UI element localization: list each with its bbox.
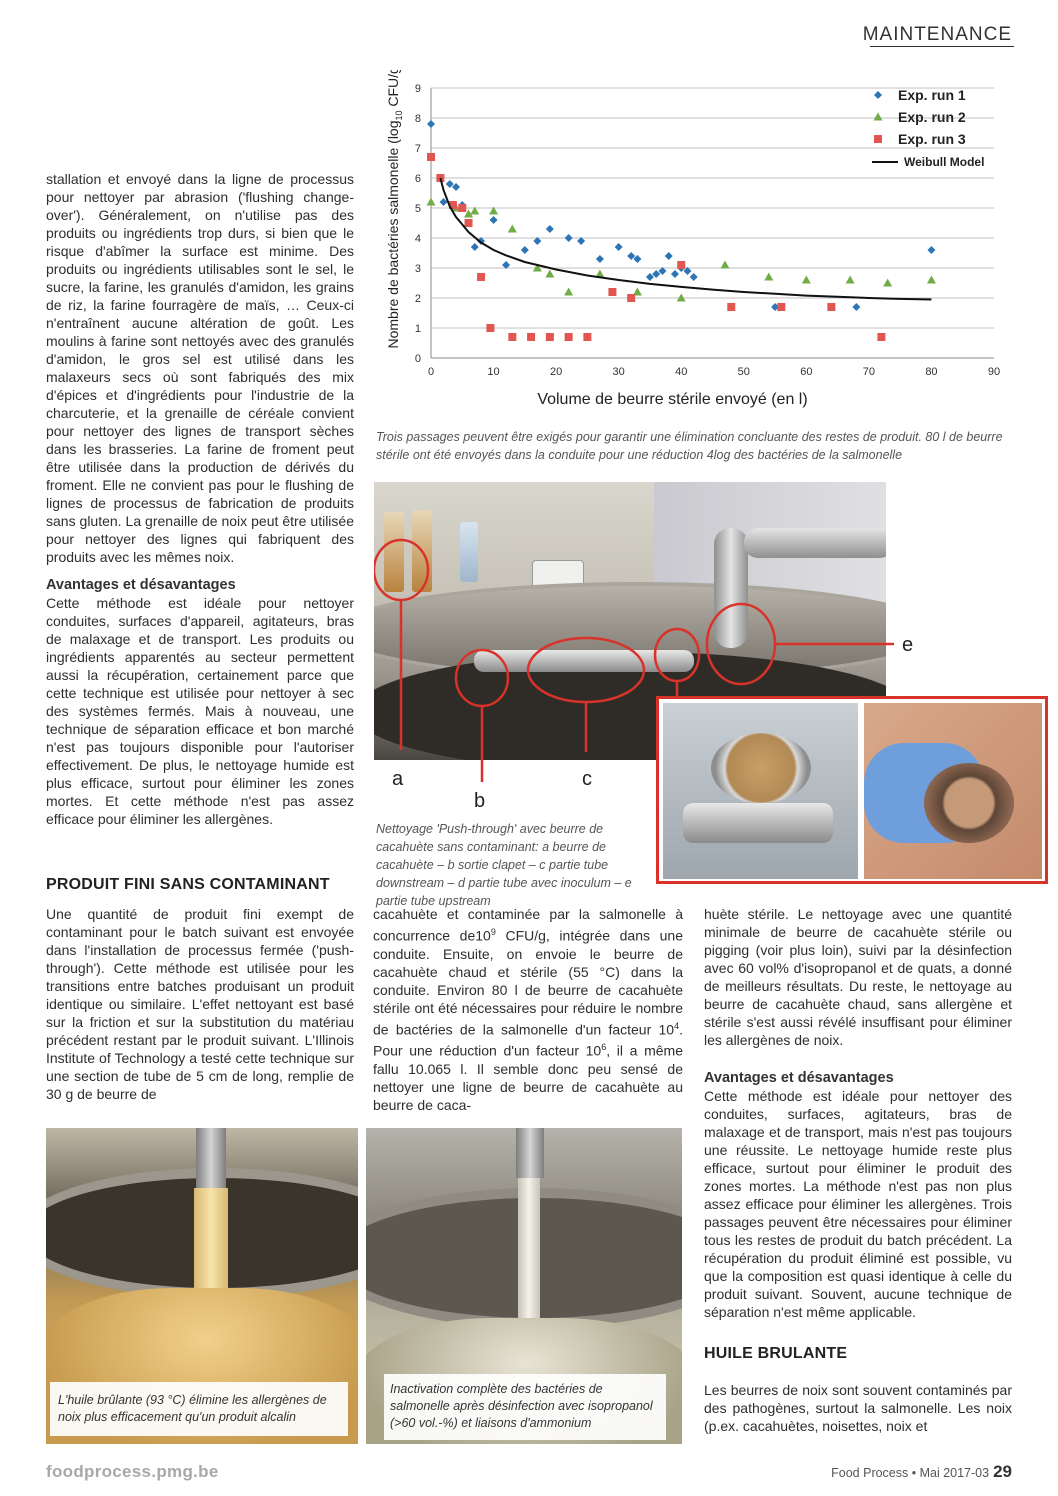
col2-paragraph: [373, 905, 683, 1114]
x-tick-label: 30: [612, 366, 625, 378]
column-3: [704, 905, 1012, 1435]
x-tick-label: 80: [925, 366, 938, 378]
col3-paragraph-1: huète stérile. Le nettoyage avec une quantité minimale de beurre de cacahuète stérile ou pigging (voir plus loin), suivi par la désinfection avec 60 vol% d'isopropanol et de quats, a donné de meilleurs résultats. Du reste, le nettoyage au beurre de cacahuète chaud, sans allergène et stérile s'est aussi révélé insuffisant pour éliminer les allergènes de noix.: [704, 906, 1012, 1048]
y-tick-label: 5: [414, 203, 421, 215]
bottom-caption-left: L'huile brûlante (93 °C) élimine les allergènes de noix plus efficacement qu'un produit alcalin: [50, 1382, 348, 1436]
col2-text-a: cacahuète et contaminée par la salmonelle à concurrence de: [373, 906, 683, 944]
data-point-run1: [927, 246, 935, 254]
data-point-run3: [508, 333, 516, 341]
circle-e: [707, 604, 775, 684]
photo-caption: Nettoyage 'Push-through' avec beurre de cacahuète sans contaminant: a beurre de cacahuète – b sortie clapet – c partie tube downstream – d partie tube avec inoculum – e partie tube upstream: [376, 822, 632, 908]
data-point-run3: [777, 303, 785, 311]
data-point-run1: [565, 234, 573, 242]
chart-svg: [376, 70, 1012, 420]
col2-exp-3: 6: [601, 1042, 607, 1053]
data-point-run1: [521, 246, 529, 254]
data-point-run1: [665, 252, 673, 260]
x-axis-label: Volume de beurre stérile envoyé (en l): [537, 391, 808, 408]
y-tick-label: 8: [414, 113, 421, 125]
salmonella-chart: [376, 70, 1012, 420]
data-point-run3: [727, 303, 735, 311]
nozzle: [516, 1128, 544, 1178]
label-c: c: [582, 768, 592, 790]
col2-text-b: CFU/g, intégrée dans une conduite. Ensuite, on envoie le beurre de cacahuète chaud et stérile (55 °C) dans la conduite. Environ 80 l de beurre de cacahuète stérile ont été nécessaires pour réduire le nombre de bactéries de la salmonelle d'un facteur 10: [373, 927, 683, 1038]
tube-with-butter: [711, 733, 811, 803]
footer-site[interactable]: foodprocess.pmg.be: [46, 1462, 219, 1481]
data-point-run3: [565, 333, 573, 341]
col1-paragraph-3: Une quantité de produit fini exempt de contaminant pour le batch suivant est envoyée dans l'installation de processus fermée ('push-through'). Cette méthode est utilisée pour les transitions entre batches produisant un produit identique ou similaire. L'effet nettoyant est basé sur la friction et sur la substitution du matériau précédent restant par le produit suivant. L'Illinois Institute of Technology a testé cette technique sur une section de tube de 5 cm de long, remplie de 30 g de beurre de: [46, 906, 354, 1102]
y-tick-label: 9: [414, 83, 421, 95]
col3-heading: HUILE BRULANTE: [704, 1345, 848, 1362]
x-tick-label: 70: [862, 366, 876, 378]
data-point-run1: [852, 303, 860, 311]
y-axis-label: Nombre de bactéries salmonelle ($\log_{10}$ CFU/g): [385, 70, 404, 349]
col2-exp-1: 9: [490, 927, 496, 937]
column-1: [46, 170, 354, 828]
data-point-run1: [690, 273, 698, 281]
section-header: MAINTENANCE: [862, 24, 1012, 45]
x-tick-label: 10: [487, 366, 500, 378]
weibull-curve: [440, 178, 931, 300]
col3-subheading: Avantages et désavantages: [704, 1070, 894, 1086]
chart-caption: Trois passages peuvent être exigés pour garantir une élimination concluante des restes de produit. 80 l de beurre stérile ont été envoyés dans la conduite pour une réduction 4log des bactéries de la salmonelle: [376, 430, 1003, 462]
data-point-run2: [874, 113, 883, 121]
label-a: a: [392, 768, 404, 790]
header-underline: [870, 46, 1014, 47]
data-point-run1: [427, 120, 435, 128]
circle-d: [655, 629, 699, 681]
legend-label: Exp. run 2: [898, 109, 966, 125]
label-e: e: [902, 634, 914, 656]
x-tick-label: 40: [675, 366, 688, 378]
column-1-lower: [46, 876, 354, 1103]
data-point-run3: [546, 333, 554, 341]
page-number: 29: [993, 1462, 1012, 1481]
isopropanol-photo: [366, 1128, 682, 1444]
hot-oil-photo: [46, 1128, 358, 1444]
label-b: b: [474, 790, 486, 812]
data-point-run3: [874, 135, 882, 143]
y-tick-label: 2: [414, 293, 421, 305]
glove-photo: [864, 703, 1042, 879]
footer-issue: [831, 1462, 1012, 1482]
data-point-run2: [927, 276, 936, 284]
x-tick-label: 0: [427, 366, 435, 378]
circle-c: [528, 638, 644, 702]
data-point-run3: [877, 333, 885, 341]
data-point-run3: [465, 219, 473, 227]
col2-exp-2: 4: [674, 1020, 680, 1031]
nozzle: [196, 1128, 226, 1188]
circle-b: [456, 650, 508, 706]
data-point-run1: [671, 270, 679, 278]
data-point-run3: [677, 261, 685, 269]
data-point-run1: [546, 225, 554, 233]
data-point-run2: [846, 276, 855, 284]
circle-a: [374, 540, 428, 600]
clamp-photo: [663, 703, 858, 879]
y-tick-label: 3: [414, 263, 421, 275]
data-point-run3: [458, 204, 466, 212]
data-point-run1: [596, 255, 604, 263]
data-point-run3: [827, 303, 835, 311]
detail-frame: [656, 696, 1048, 884]
data-point-run2: [883, 279, 892, 287]
data-point-run2: [764, 273, 773, 281]
legend-label: Exp. run 3: [898, 131, 966, 147]
y-tick-label: 0: [414, 353, 421, 365]
x-tick-label: 20: [549, 366, 563, 378]
data-point-run2: [802, 276, 811, 284]
data-point-run1: [471, 243, 479, 251]
data-point-run3: [608, 288, 616, 296]
x-tick-label: 90: [987, 366, 1001, 378]
col2-ten-1: 10: [475, 927, 491, 944]
y-tick-label: 6: [414, 173, 421, 185]
data-point-run2: [721, 261, 730, 269]
data-point-run2: [564, 288, 573, 296]
footer-issue-text: Food Process • Mai 2017-03: [831, 1466, 990, 1480]
col1-heading: PRODUIT FINI SANS CONTAMINANT: [46, 876, 330, 893]
x-tick-label: 50: [737, 366, 750, 378]
col2-text-c: . Pour une réduction d'un facteur 10: [373, 1021, 683, 1059]
data-point-run3: [627, 294, 635, 302]
bottom-caption-right: Inactivation complète des bactéries de salmonelle après désinfection avec isopropanol (>60 vol.-%) et liaisons d'ammonium: [384, 1374, 666, 1440]
data-point-run1: [874, 91, 882, 99]
col3-paragraph-3: Les beurres de noix sont souvent contaminés par des pathogènes, surtout la salmonelle. Les noix (p.ex. cacahuètes, noisettes, noix et: [704, 1382, 1012, 1434]
data-point-run3: [527, 333, 535, 341]
data-point-run1: [615, 243, 623, 251]
legend-label: Weibull Model: [904, 155, 985, 169]
y-tick-label: 1: [414, 323, 421, 335]
data-point-run3: [583, 333, 591, 341]
column-2: [373, 905, 683, 1114]
col1-paragraph-1: stallation et envoyé dans la ligne de processus pour nettoyer par abrasion ('flushing change-over'). Généralement, on n'utilise pas des produits ou ingrédients trop durs, si bien que le risque d'abîmer la surface est minime. Des produits ou ingrédients utilisables sont le sel, le sucre, la farine, les granulés d'amidon, les grains de riz, la farine fourragère de maïs, … Ceux-ci n'entraînent aucune altération de goût. Les moulins à farine sont nettoyés avec des granulés d'amidon, le gros sel est utilisé dans les malaxeurs secs où sont fabriqués des mix d'épices et d'ingrédients pour l'industrie de la charcuterie, et la grenaille de céréale convient pour nettoyer des lignes de transport sèches dans les brasseries. La farine de froment peut être utilisée dans la production de dérivés du froment. Elle ne convient pas pour le flushing de lignes de processus de fabrication de produits sans gluten. La grenaille de noix peut être utilisée pour nettoyer des lignes qui fabriquent des produits avec les mêmes noix.: [46, 171, 354, 565]
y-tick-label: 4: [414, 233, 421, 245]
col3-paragraph-2: Cette méthode est idéale pour nettoyer des conduites, surfaces, agitateurs, bras de malaxage et de transport, mais n'est pas toujours une réussite. Le nettoyage humide reste plus efficace, surtout pour éliminer le produit des zones mortes. La méthode n'est pas non plus assez efficace pour éliminer les allergènes. Trois passages peuvent être nécessaires pour éliminer tous les restes de produit du batch précédent. La récupération du produit éliminé est possible, vu que la composition est quasi identique à celle du produit suivant. Souvent, aucune technique de séparation n'est même applicable.: [704, 1088, 1012, 1320]
legend-label: Exp. run 1: [898, 87, 966, 103]
y-tick-label: 7: [414, 143, 421, 155]
data-point-run1: [490, 216, 498, 224]
data-point-run2: [427, 198, 436, 206]
data-point-run3: [427, 153, 435, 161]
clamp: [683, 803, 833, 843]
data-point-run3: [486, 324, 494, 332]
col1-paragraph-2: Cette méthode est idéale pour nettoyer conduites, surfaces d'appareil, agitateurs, bras de malaxage et de transport. Les produits ou ingrédients apparentés au secteur permettent aussi la récupération, certainement parce que cette technique est utilisée pour nettoyer à sec des systèmes fermés. Mais à nouveau, une technique de séparation efficace et bon marché n'est pas toujours disponible pour l'autoriser effectivement. De plus, le nettoyage humide est plus efficace, surtout pour éliminer les zones mortes. Et cette méthode n'est pas assez efficace pour éliminer les allergènes.: [46, 595, 354, 827]
data-point-run3: [477, 273, 485, 281]
pipe-ring: [924, 763, 1014, 843]
data-point-run2: [545, 270, 554, 278]
col2-text-d: , il a même fallu 10.065 l. Il semble donc peu sensé de nettoyer une ligne de beurre de cacahuète au beurre de caca-: [373, 1042, 683, 1113]
data-point-run2: [508, 225, 517, 233]
col1-subheading: Avantages et désavantages: [46, 577, 236, 593]
x-tick-label: 60: [800, 366, 813, 378]
